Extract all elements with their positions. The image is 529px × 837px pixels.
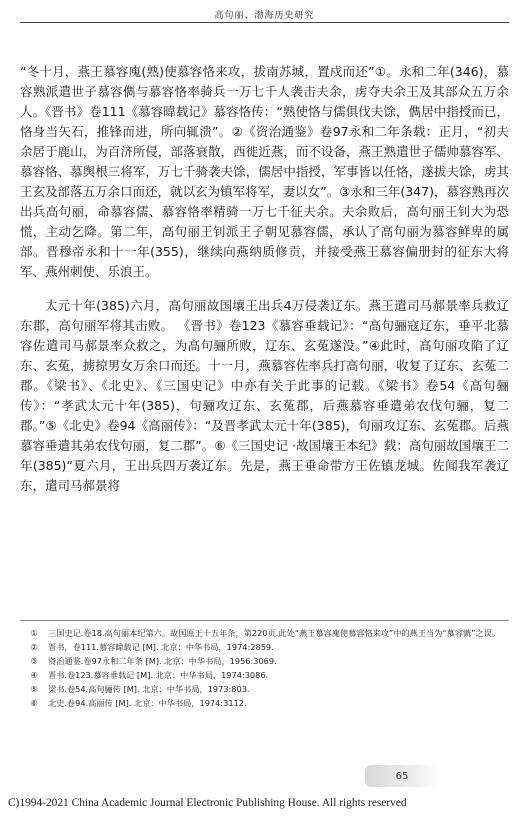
footnote-text: 北史.卷94.高丽传 [M]. 北京：中华书局，1974:3112.	[48, 698, 247, 708]
footnote-number: ②	[30, 642, 38, 652]
footnote-text: 资治通鉴.卷97永和二年条 [M]. 北京：中华书局，1956:3069.	[48, 656, 277, 666]
footnotes	[20, 626, 509, 710]
footnote-number: ③	[30, 656, 38, 666]
paragraph: 太元十年(385)六月，高句丽故国壤王出兵4万侵袭辽东。燕王遣司马郝景率兵救辽东郡，高句丽军将其击败。 《晋书》卷123《慕容垂载记》：“高句骊寇辽东，垂平北慕容佐遣司马郝景率众救之，为高句骊所败，辽东、玄菟遂没。”④此时，高句丽攻陷了辽东、玄菟，掳掠男女万余口而还。十一月，燕慕容佐率兵打高句丽，收复了辽东、玄菟二郡。《梁书》、《北史》、《三国史记》中亦有关于此事的记载。《梁书》卷54《高句骊传》：“孝武太元十年(385)，句骊攻辽东、玄菟郡，后燕慕容垂遣弟农伐句骊，复二郡。”⑤《北史》卷94《高丽传》：“及晋孝武太元十年(385)，句丽攻辽东、玄菟郡。后燕慕容垂遣其弟农伐句丽，复二郡”。⑥《三国史记 ·故国壤王本纪》载：高句丽故国壤王二年(385)“夏六月，王出兵四万袭辽东。先是，燕王垂命带方王佐镇龙城。佐闻我军袭辽东，遣司马郝景将	[20, 298, 509, 493]
footnote-number: ④	[30, 670, 38, 680]
footnote-number: ⑥	[30, 698, 38, 708]
running-header: 高句丽、渤海历史研究	[214, 11, 315, 21]
footnote-number: ①	[30, 628, 38, 638]
footnote-item	[20, 668, 509, 682]
article-body	[20, 62, 509, 496]
copyright-notice: C)1994-2021 China Academic Journal Electronic Publishing House. All rights reserved	[8, 797, 407, 809]
header-divider	[20, 22, 509, 23]
footnote-divider	[20, 620, 509, 621]
footnote-item	[20, 626, 509, 640]
footnote-text: 梁书.卷54.高句骊传 [M]. 北京：中华书局，1973:803.	[48, 684, 250, 694]
page-number-badge	[365, 765, 439, 787]
footnote-item	[20, 654, 509, 668]
footnote-item	[20, 682, 509, 696]
page-number: 65	[395, 770, 409, 782]
footnote-item	[20, 696, 509, 710]
footnote-number: ⑤	[30, 684, 38, 694]
footnote-text: 三国史记.卷18.高句丽本纪第六。故国原王十五年条，第220页.此处“燕王慕容廆使慕容恪来攻”中的燕王当为“慕容皝”之误。	[48, 628, 501, 638]
footnote-item	[20, 640, 509, 654]
footnote-text: 晋书，卷111.慕容暐载记 [M]. 北京：中华书局，1974:2859.	[48, 642, 274, 652]
paragraph: “冬十月，燕王慕容廆(熟)使慕容恪来攻，拔南苏城，置戍而还”①。永和二年(346)，慕容熟派遣世子慕容儁与慕容恪率骑兵一万七千人袭击夫余，虏夺夫余王及其部众五万余人。《晋书》卷111《慕容暐载记》慕容恪传：“熟使恪与儒俱伐夫馀，儁居中指授而已，恪身当矢石，推锋而进，所向辄溃”。②《资治通鉴》卷97永和二年条载：正月，“初夫余居于鹿山，为百济所侵，部落衰散，西徙近燕，而不设备，燕王熟遣世子儒帅慕容军、慕容恪、慕舆根三将军，万七千骑袭夫馀，儒居中指授，军事皆以任恪，遂拔夫馀，虏其王玄及部落五万余口而还，就以玄为镇军将军，妻以女”。③永和三年(347)，慕容熟再次出兵高句丽，命慕容儒、慕容恪率精骑一万七千征夫余。夫余败后，高句丽王钊大为恐慌，主动乞降。第二年，高句丽王钊派王子朝见慕容儒，承认了高句丽为慕容鲜卑的属部。晋穆帝永和十一年(355)，继续向燕纳质修贡，并接受燕王慕容偏册封的征东大将军、燕州刺使、乐浪王。	[20, 64, 509, 279]
footnote-text: 晋书.卷123.慕容垂载记 [M]. 北京：中华书局，1974:3086.	[48, 670, 269, 680]
